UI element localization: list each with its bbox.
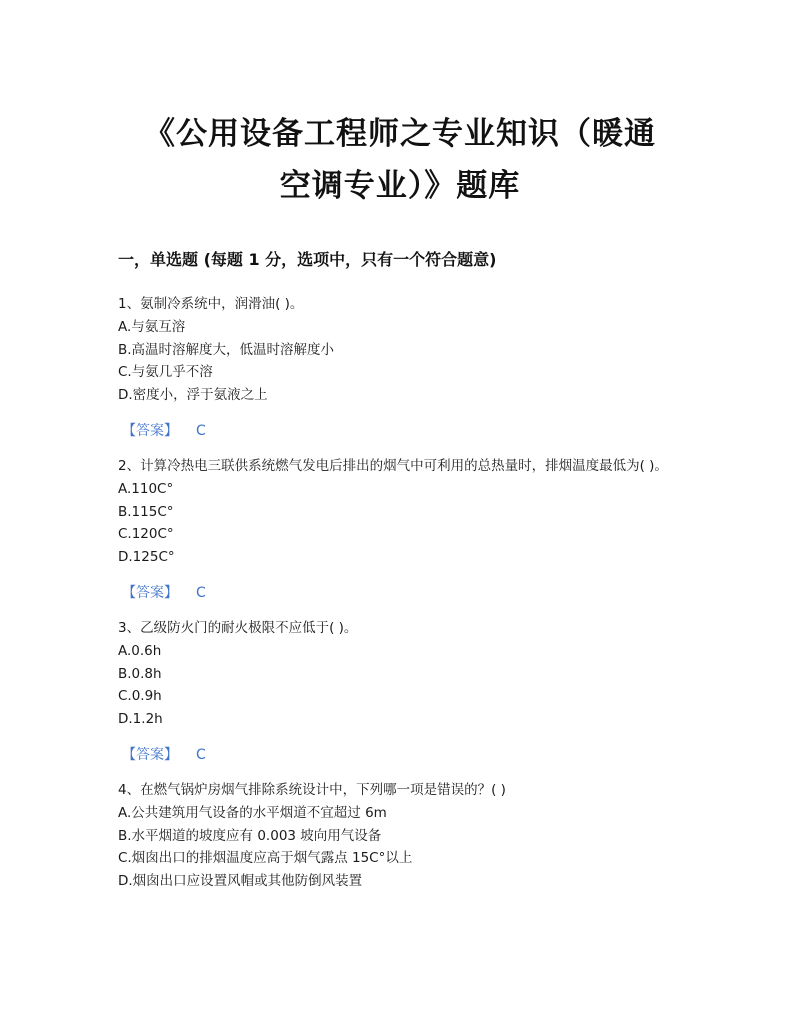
option-b: B.0.8h bbox=[118, 665, 162, 682]
option-a: A.0.6h bbox=[118, 642, 162, 659]
option-c: C.与氨几乎不溶 bbox=[118, 364, 213, 381]
question-list bbox=[118, 293, 688, 893]
option-a: A.110C° bbox=[118, 480, 174, 497]
answer-label: 【答案】 bbox=[122, 422, 178, 439]
answer-value: C bbox=[196, 584, 206, 601]
option-b: B.115C° bbox=[118, 503, 174, 520]
question-3 bbox=[118, 617, 688, 766]
option-a: A.公共建筑用气设备的水平烟道不宜超过 6m bbox=[118, 804, 387, 821]
option-d: D.125C° bbox=[118, 549, 175, 566]
answer-value: C bbox=[196, 422, 206, 439]
question-stem: 2、计算冷热电三联供系统燃气发电后排出的烟气中可利用的总热量时，排烟温度最低为( )。 bbox=[118, 457, 668, 474]
option-b: B.高温时溶解度大，低温时溶解度小 bbox=[118, 341, 335, 358]
option-d: D.1.2h bbox=[118, 711, 163, 728]
option-c: C.0.9h bbox=[118, 688, 162, 705]
title-line-1: 《公用设备工程师之专业知识（暖通 bbox=[144, 116, 656, 152]
option-b: B.水平烟道的坡度应有 0.003 坡向用气设备 bbox=[118, 827, 382, 844]
answer-line bbox=[122, 744, 688, 766]
answer-line bbox=[122, 420, 688, 442]
answer-label: 【答案】 bbox=[122, 584, 178, 601]
option-d: D.烟囱出口应设置风帽或其他防倒风装置 bbox=[118, 873, 363, 890]
question-stem: 3、乙级防火门的耐火极限不应低于( )。 bbox=[118, 619, 358, 636]
document-title bbox=[90, 108, 710, 212]
question-2 bbox=[118, 455, 688, 604]
question-1 bbox=[118, 293, 688, 442]
question-stem: 1、氨制冷系统中，润滑油( )。 bbox=[118, 296, 304, 312]
section-heading: 一，单选题 (每题 1 分，选项中，只有一个符合题意) bbox=[118, 250, 497, 269]
option-c: C.烟囱出口的排烟温度应高于烟气露点 15C°以上 bbox=[118, 850, 413, 867]
title-line-2: 空调专业）》题库 bbox=[279, 168, 521, 204]
answer-label: 【答案】 bbox=[122, 746, 178, 763]
question-stem: 4、在燃气锅炉房烟气排除系统设计中，下列哪一项是错误的？( ) bbox=[118, 781, 506, 798]
question-4 bbox=[118, 779, 688, 893]
answer-line bbox=[122, 582, 688, 604]
option-a: A.与氨互溶 bbox=[118, 318, 186, 335]
option-c: C.120C° bbox=[118, 526, 174, 543]
answer-value: C bbox=[196, 746, 206, 763]
option-d: D.密度小，浮于氨液之上 bbox=[118, 387, 268, 404]
